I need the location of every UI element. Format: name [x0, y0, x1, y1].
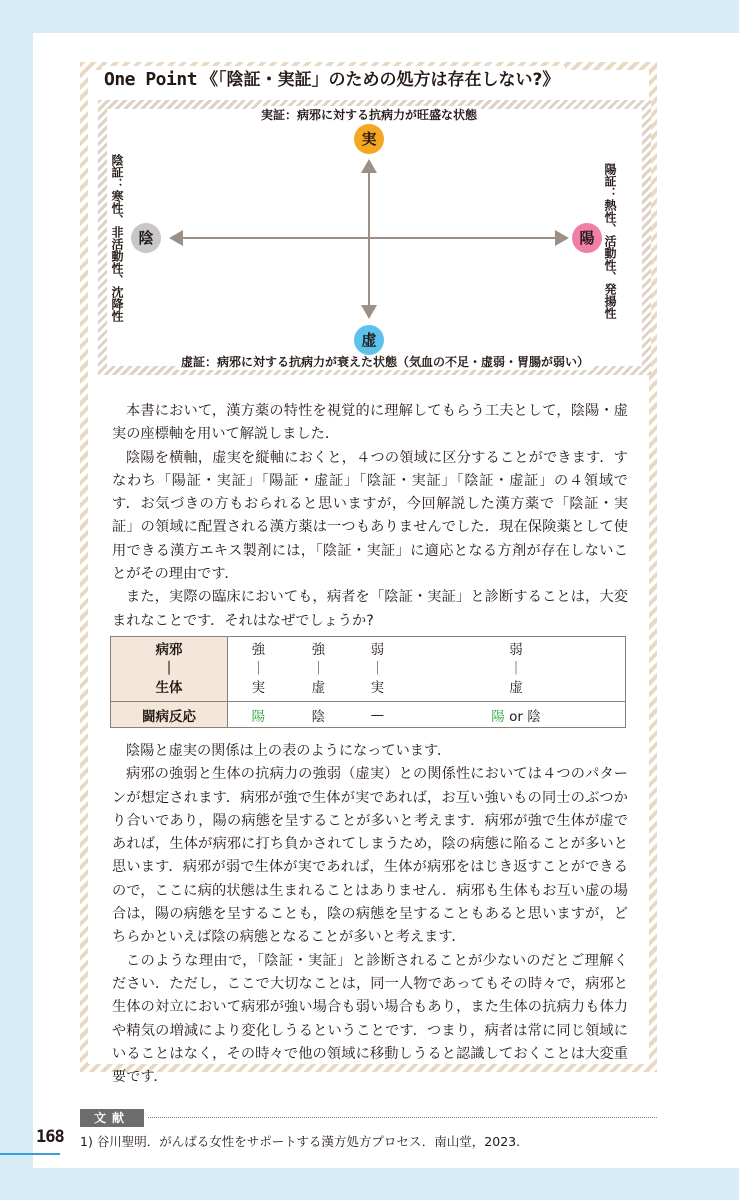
left-axis-label: 陰証：寒性、非活動性、沈降性 [110, 154, 124, 322]
yo-node: 陽 [572, 223, 602, 253]
reference-item: 1) 谷川聖明．がんばる女性をサポートする漢方処方プロセス．南山堂，2023. [80, 1134, 521, 1149]
yin-yang-table [110, 636, 626, 728]
one-point-label: One Point [104, 69, 198, 90]
kyo-node: 虚 [354, 325, 384, 355]
cell-bottom: 実 [370, 679, 385, 696]
cell-top: 弱 [509, 641, 523, 658]
cell-bottom: 実 [251, 679, 266, 696]
reaction-cell: 陰 [289, 702, 348, 728]
top-axis-label: 実証：病邪に対する抗病力が旺盛な状態 [257, 106, 481, 123]
one-point-title [102, 66, 565, 94]
bottom-axis-label: 虚証：病邪に対する抗病力が衰えた状態（気血の不足・虚弱・胃腸が弱い） [177, 353, 593, 370]
explanation-paragraphs [112, 740, 628, 1089]
cell-top: 強 [311, 641, 326, 658]
reaction-yo: 陽 [491, 708, 505, 725]
paragraph: このような理由で，「陰証・実証」と診断されることが少ないのだとご理解ください．ただし，ここで大切なことは，同一人物であってもその時々で，病邪と生体の対立において病邪が強い場合も弱い場合もあり，また生体の抗病力も体力や精気の増減により変化しうるということです．つまり，病者は常に同じ領域にいることはなく，その時々で他の領域に移動しうると認識しておくことは大変重要です． [112, 952, 628, 1086]
header-top: 病邪 [155, 641, 183, 658]
header-sep: ｜ [162, 660, 176, 677]
cell-bottom: 虚 [509, 679, 523, 696]
reaction-in: 陰 [527, 708, 541, 725]
paragraph: また，実際の臨床においても，病者を「陰証・実証」と診断することは，大変まれなことです．それはなぜでしょうか? [112, 589, 628, 629]
references-heading: 文献 [80, 1109, 144, 1127]
one-point-heading: 《「陰証・実証」のための処方は存在しない?》 [201, 70, 560, 90]
page-number-rule [0, 1153, 60, 1155]
references-divider [148, 1117, 657, 1118]
paragraph: 病邪の強弱と生体の抗病力の強弱（虚実）との関係性においては４つのパターンが想定されます．病邪が強で生体が実であれば，お互い強いもの同士のぶつかり合いであり，陽の病態を呈することが多いと考えます．病邪が強で生体が虚であれば，生体が病邪に打ち負かされてしまうため，陰の病態に陥ることが多いと思います．病邪が弱で生体が実であれば，生体が病邪をはじき返すことができるので，ここに病的状態は生まれることはありません．病邪も生体もお互い虚の場合は，陽の病態を呈することも，陰の病態を呈することもあると思いますが，どちらかといえば陰の病態となることが多いと考えます． [112, 766, 628, 946]
table-cell [228, 637, 289, 702]
cell-sep: ｜ [370, 660, 385, 677]
references-heading-row [80, 1109, 657, 1127]
intro-paragraphs [112, 400, 628, 633]
yin-yang-diagram [98, 100, 651, 375]
table-cell [289, 637, 348, 702]
cell-sep: ｜ [509, 660, 523, 677]
cell-top: 弱 [370, 641, 385, 658]
reaction-or: or [504, 708, 528, 725]
reaction-cell: — [348, 702, 407, 728]
table-cell [407, 637, 626, 702]
reaction-cell [407, 702, 626, 728]
right-axis-label: 陽証：熱性、活動性、発揚性 [603, 163, 617, 319]
table-header-cell [111, 637, 228, 702]
paragraph: 本書において，漢方薬の特性を視覚的に理解してもらう工夫として，陰陽・虚実の座標軸を用いて解説しました． [112, 403, 628, 443]
reaction-label: 闘病反応 [111, 702, 228, 728]
cell-bottom: 虚 [311, 679, 326, 696]
cell-sep: ｜ [311, 660, 326, 677]
cell-top: 強 [251, 641, 266, 658]
paragraph: 陰陽を横軸，虚実を縦軸におくと，４つの領域に区分することができます．すなわち「陽証・実証」「陽証・虚証」「陰証・実証」「陰証・虚証」の４領域です．お気づきの方もおられると思いますが，今回解説した漢方薬で「陰証・実証」の領域に配置される漢方薬は一つもありませんでした．現在保険薬として使用できる漢方エキス製剤には，「陰証・実証」に適応となる方剤が存在しないことがその理由です． [112, 449, 628, 583]
paragraph: 陰陽と虚実の関係は上の表のようになっています． [126, 743, 452, 759]
page-number: 168 [36, 1127, 64, 1147]
header-bottom: 生体 [155, 679, 183, 696]
table-cell [348, 637, 407, 702]
reaction-cell: 陽 [228, 702, 289, 728]
table-row [111, 702, 626, 728]
in-node: 陰 [131, 223, 161, 253]
cell-sep: ｜ [251, 660, 266, 677]
jitsu-node: 実 [354, 124, 384, 154]
table-row [111, 637, 626, 702]
